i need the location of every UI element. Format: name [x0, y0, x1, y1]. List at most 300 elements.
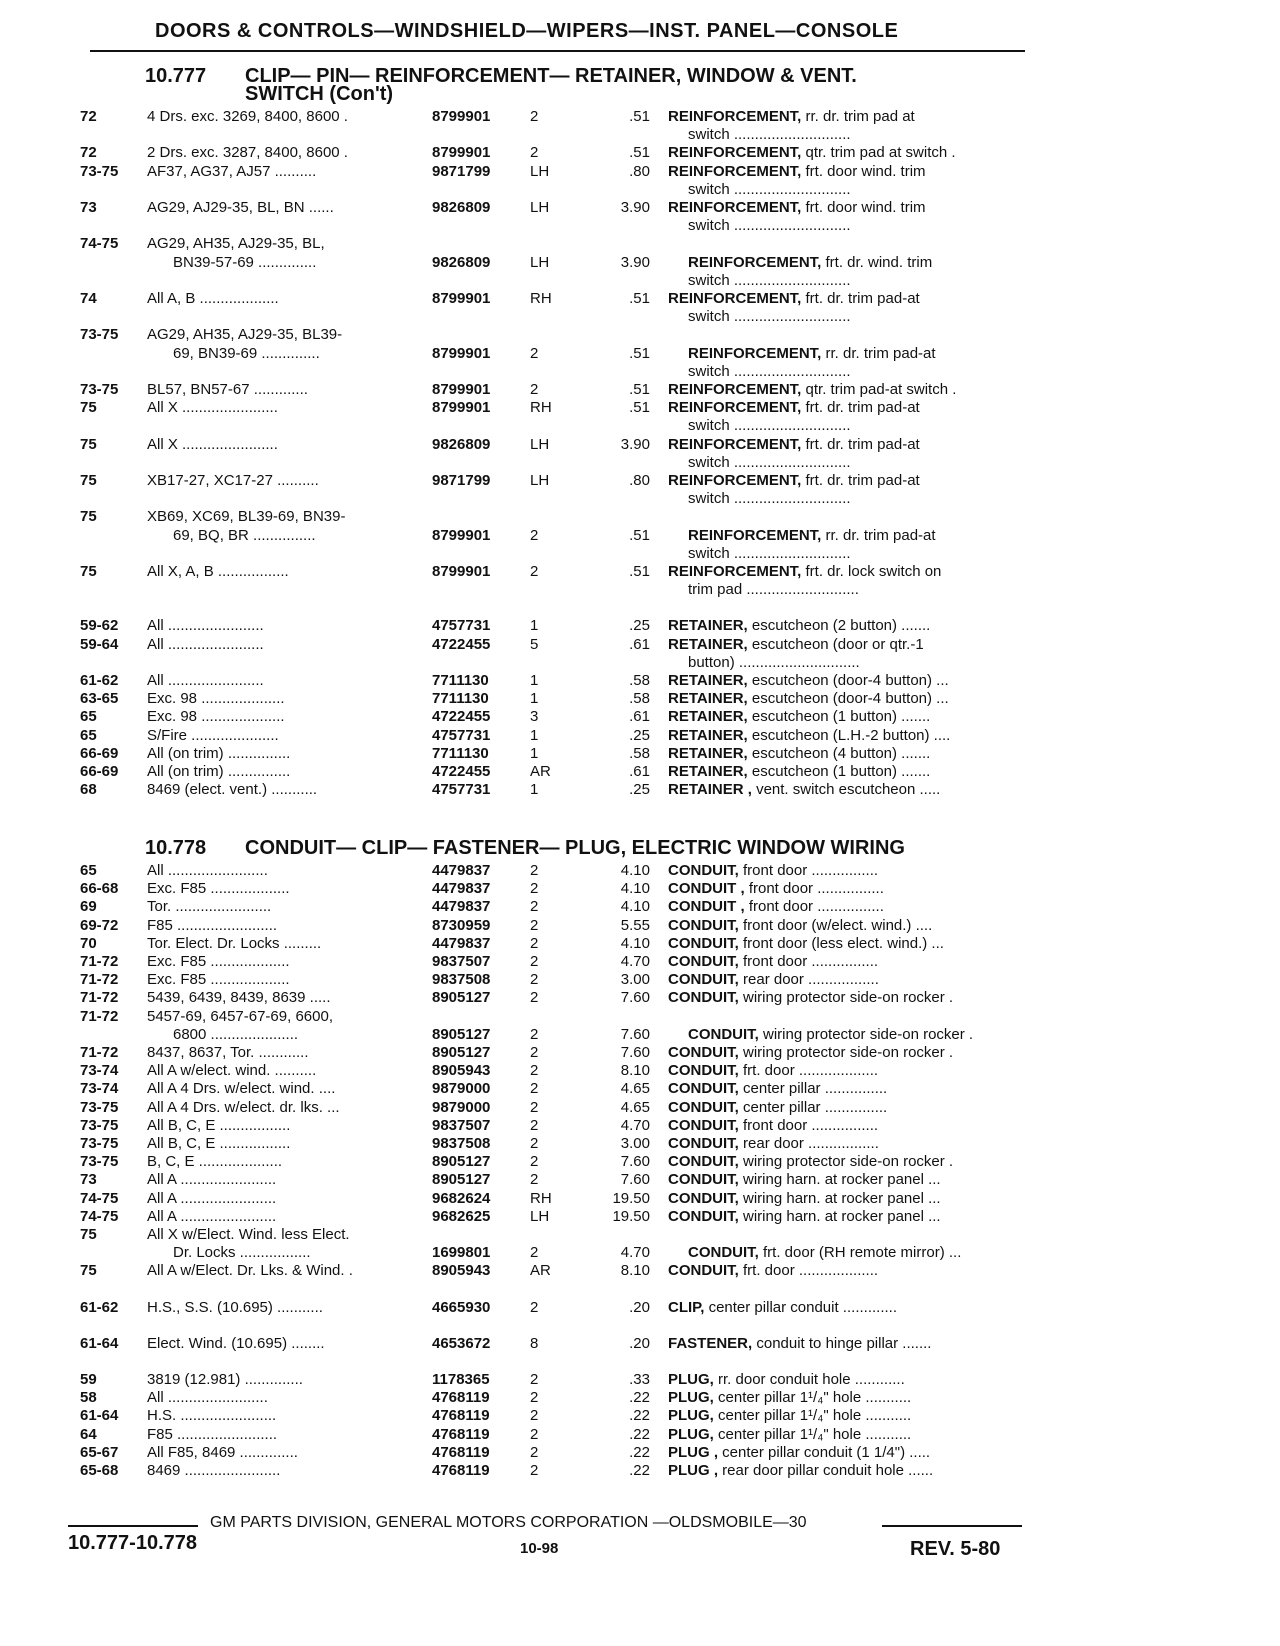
- price: 19.50: [612, 1189, 650, 1207]
- quantity: AR: [530, 763, 551, 780]
- year-range: 59-62: [80, 617, 119, 635]
- description: [668, 781, 1038, 799]
- year-range: 71-72: [80, 953, 119, 970]
- table-row: [0, 1389, 1280, 1407]
- description: [668, 1444, 1038, 1462]
- item-name: FASTENER,: [668, 1334, 753, 1352]
- quantity: 2: [530, 1116, 539, 1134]
- part-number: 8905943: [432, 1062, 491, 1080]
- table-row: [0, 527, 1280, 545]
- table-row: [0, 1099, 1280, 1117]
- item-description: wiring protector side-on rocker .: [738, 1044, 954, 1061]
- application: All X, A, B .................: [147, 563, 289, 580]
- part-number: 4757731: [432, 726, 491, 744]
- price: .58: [629, 672, 650, 689]
- quantity: LH: [530, 472, 550, 489]
- description: [668, 199, 1038, 217]
- description: [668, 1135, 1038, 1153]
- part-number: 8905127: [432, 1171, 491, 1189]
- item-description: rr. dr. trim pad-at: [821, 526, 936, 544]
- price: 3.90: [620, 199, 650, 216]
- description: [668, 1099, 1038, 1117]
- table-row: [0, 1262, 1280, 1280]
- price: .80: [629, 162, 650, 180]
- year-range: 73-74: [80, 1080, 119, 1098]
- quantity: 2: [530, 1371, 539, 1388]
- quantity: LH: [530, 253, 550, 271]
- item-description: escutcheon (door or qtr.-1: [747, 635, 924, 653]
- quantity: 2: [530, 1407, 539, 1425]
- application: All F85, 8469 ..............: [147, 1443, 298, 1461]
- item-name: RETAINER,: [668, 708, 748, 726]
- application: 6800 .....................: [173, 1025, 299, 1043]
- table-row: [0, 1226, 1280, 1244]
- table-row: [0, 1208, 1280, 1226]
- footer-rule-right: [882, 1525, 1022, 1527]
- description: [668, 672, 1038, 690]
- price: 4.10: [620, 898, 650, 916]
- table-row: [0, 745, 1280, 763]
- application: 8469 .......................: [147, 1462, 281, 1479]
- table-row: [0, 563, 1280, 581]
- item-description: wiring harn. at rocker panel ...: [738, 1207, 941, 1225]
- item-name: CONDUIT,: [668, 1098, 739, 1116]
- year-range: 74-75: [80, 1207, 119, 1225]
- year-range: 75: [80, 508, 97, 526]
- item-description: escutcheon (4 button) .......: [747, 744, 931, 762]
- year-range: 61-62: [80, 672, 119, 689]
- quantity: 2: [530, 1025, 539, 1043]
- year-range: 73: [80, 1171, 97, 1189]
- table-row: [0, 862, 1280, 880]
- item-description: wiring protector side-on rocker .: [738, 989, 954, 1007]
- item-name: REINFORCEMENT,: [668, 399, 802, 417]
- year-range: 65: [80, 708, 97, 726]
- description: [668, 144, 1038, 162]
- price: .22: [629, 1443, 650, 1461]
- application: Elect. Wind. (10.695) ........: [147, 1334, 325, 1352]
- item-description: rear door .................: [738, 1135, 879, 1152]
- item-description: rr. dr. trim pad at: [801, 108, 915, 125]
- quantity: LH: [530, 1207, 550, 1225]
- item-description: wiring harn. at rocker panel ...: [738, 1171, 941, 1189]
- year-range: 75: [80, 1262, 97, 1280]
- table-row: [0, 254, 1280, 272]
- description: [688, 345, 1038, 363]
- item-description: front door ................: [744, 880, 884, 898]
- item-name: REINFORCEMENT,: [668, 563, 802, 580]
- application: All A 4 Drs. w/elect. wind. ....: [147, 1080, 336, 1098]
- table-row: [0, 953, 1280, 971]
- table-row: [0, 308, 1280, 326]
- year-range: 65-67: [80, 1443, 119, 1461]
- item-description: center pillar conduit .............: [704, 1298, 897, 1316]
- table-row: [0, 381, 1280, 399]
- price: 7.60: [620, 1044, 650, 1061]
- year-range: 71-72: [80, 971, 119, 989]
- quantity: 2: [530, 381, 539, 398]
- item-description: wiring protector side-on rocker .: [738, 1153, 954, 1171]
- part-number: 7711130: [432, 690, 489, 708]
- item-description: frt. door ...................: [738, 1062, 879, 1080]
- table-row: [0, 1444, 1280, 1462]
- quantity: 2: [530, 862, 539, 879]
- table-row: [0, 1117, 1280, 1135]
- item-description: escutcheon (door-4 button) ...: [747, 672, 949, 689]
- item-name: RETAINER,: [668, 726, 748, 744]
- section-title-cont: SWITCH (Con't): [245, 83, 394, 105]
- year-range: 73-75: [80, 162, 119, 180]
- section-10778-heading: [145, 838, 905, 858]
- application: All A w/elect. wind. ..........: [147, 1062, 317, 1080]
- price: .33: [629, 1371, 650, 1388]
- quantity: 2: [530, 108, 539, 125]
- year-range: 73-75: [80, 1153, 119, 1171]
- application: BL57, BN57-67 .............: [147, 381, 308, 398]
- part-number: 4722455: [432, 708, 491, 726]
- part-number: 9826809: [432, 199, 491, 216]
- item-description: escutcheon (1 button) .......: [747, 763, 931, 780]
- table-row: [0, 581, 1280, 599]
- description: [668, 1407, 1038, 1425]
- item-description: frt. door wind. trim: [801, 199, 926, 216]
- table-row: [0, 436, 1280, 454]
- item-name: CONDUIT,: [668, 1262, 739, 1280]
- part-number: 9837507: [432, 1116, 491, 1134]
- year-range: 73-75: [80, 326, 119, 344]
- item-name: REINFORCEMENT,: [668, 290, 802, 307]
- description: [668, 898, 1038, 916]
- year-range: 74: [80, 290, 97, 307]
- quantity: 2: [530, 1298, 539, 1316]
- table-row: [0, 272, 1280, 290]
- quantity: 5: [530, 635, 539, 653]
- item-description: front door ................: [738, 862, 879, 879]
- year-range: 66-69: [80, 744, 119, 762]
- application: All A .......................: [147, 1207, 277, 1225]
- year-range: 71-72: [80, 1044, 119, 1061]
- year-range: 73-75: [80, 1116, 119, 1134]
- description: [668, 727, 1038, 745]
- table-row: [0, 1080, 1280, 1098]
- description: [668, 1426, 1038, 1444]
- price: 7.60: [620, 989, 650, 1007]
- price: 7.60: [620, 1171, 650, 1189]
- item-description: switch ............................: [688, 453, 851, 471]
- description: [668, 163, 1038, 181]
- price: .22: [629, 1462, 650, 1479]
- item-description: escutcheon (1 button) .......: [747, 708, 931, 726]
- item-name: CONDUIT,: [668, 1062, 739, 1080]
- item-description: front door ................: [738, 953, 879, 970]
- item-description: qtr. trim pad at switch .: [801, 144, 956, 162]
- price: .61: [629, 635, 650, 653]
- item-description: switch ............................: [688, 544, 851, 562]
- year-range: 65-68: [80, 1462, 119, 1479]
- year-range: 61-64: [80, 1334, 119, 1352]
- quantity: 2: [530, 1153, 539, 1171]
- part-number: 4768119: [432, 1389, 490, 1407]
- application: 69, BQ, BR ...............: [173, 526, 316, 544]
- description: [668, 1171, 1038, 1189]
- application: All .......................: [147, 617, 264, 635]
- application: Exc. F85 ...................: [147, 880, 290, 898]
- part-number: 9871799: [432, 472, 491, 489]
- table-row: [0, 654, 1280, 672]
- application: BN39-57-69 ..............: [173, 253, 317, 271]
- description: [688, 308, 1038, 326]
- table-row: [0, 898, 1280, 916]
- part-number: 4768119: [432, 1407, 490, 1425]
- table-row: [0, 1371, 1280, 1389]
- item-description: frt. dr. trim pad-at: [801, 290, 920, 307]
- item-name: REINFORCEMENT,: [668, 199, 802, 216]
- part-number: 8799901: [432, 526, 491, 544]
- description: [668, 708, 1038, 726]
- part-number: 1178365: [432, 1371, 490, 1388]
- quantity: 2: [530, 898, 539, 916]
- part-number: 4768119: [432, 1462, 490, 1479]
- item-name: RETAINER,: [668, 617, 748, 635]
- item-name: CONDUIT,: [668, 953, 739, 970]
- item-description: center pillar ...............: [738, 1098, 888, 1116]
- table-row: [0, 1462, 1280, 1480]
- application: F85 ........................: [147, 1425, 278, 1443]
- description: [688, 126, 1038, 144]
- description: [688, 1026, 1038, 1044]
- quantity: 1: [530, 690, 539, 708]
- table-row: [0, 1244, 1280, 1262]
- description: [668, 1153, 1038, 1171]
- application: All (on trim) ...............: [147, 763, 291, 780]
- part-number: 7711130: [432, 744, 489, 762]
- part-number: 4722455: [432, 763, 491, 780]
- table-row: [0, 235, 1280, 253]
- application: XB69, XC69, BL39-69, BN39-: [147, 508, 346, 526]
- price: 4.10: [620, 880, 650, 898]
- item-name: CONDUIT,: [688, 1025, 759, 1043]
- table-row: [0, 935, 1280, 953]
- item-name: CONDUIT,: [668, 1189, 739, 1207]
- part-number: 8799901: [432, 108, 491, 125]
- application: All ........................: [147, 862, 268, 879]
- application: B, C, E ....................: [147, 1153, 283, 1171]
- part-number: 8799901: [432, 344, 491, 362]
- item-description: trim pad ...........................: [688, 581, 859, 599]
- table-row: [0, 181, 1280, 199]
- table-row: [0, 108, 1280, 126]
- quantity: 2: [530, 1062, 539, 1080]
- part-number: 8905127: [432, 1025, 491, 1043]
- year-range: 72: [80, 144, 97, 162]
- application: Exc. F85 ...................: [147, 971, 290, 989]
- part-number: 4479837: [432, 898, 491, 916]
- item-description: switch ............................: [688, 490, 851, 508]
- section-title: CLIP— PIN— REINFORCEMENT— RETAINER, WINDOW & VENT.: [245, 65, 857, 87]
- item-description: center pillar 1¹/₄" hole ...........: [713, 1425, 912, 1443]
- footer-corporation: GM PARTS DIVISION, GENERAL MOTORS CORPORATION —OLDSMOBILE—30: [210, 1514, 807, 1531]
- part-number: 9826809: [432, 253, 491, 271]
- table-row: [0, 1026, 1280, 1044]
- price: .25: [629, 781, 650, 799]
- price: 4.10: [620, 934, 650, 952]
- description: [688, 181, 1038, 199]
- part-number: 9837508: [432, 971, 491, 989]
- item-description: switch ............................: [688, 126, 851, 144]
- quantity: RH: [530, 1189, 552, 1207]
- quantity: 2: [530, 144, 539, 162]
- table-row: [0, 1335, 1280, 1353]
- price: .51: [629, 563, 650, 580]
- description: [668, 563, 1038, 581]
- quantity: 2: [530, 344, 539, 362]
- year-range: 75: [80, 472, 97, 489]
- part-number: 4757731: [432, 781, 491, 799]
- part-number: 4479837: [432, 934, 491, 952]
- price: 3.00: [620, 971, 650, 989]
- price: .58: [629, 690, 650, 708]
- table-row: [0, 144, 1280, 162]
- year-range: 66-69: [80, 763, 119, 780]
- description: [668, 1190, 1038, 1208]
- application: H.S. .......................: [147, 1407, 277, 1425]
- price: 7.60: [620, 1025, 650, 1043]
- part-number: 9837508: [432, 1135, 491, 1152]
- item-name: CONDUIT,: [668, 1044, 739, 1061]
- application: AG29, AJ29-35, BL, BN ......: [147, 199, 334, 216]
- description: [668, 880, 1038, 898]
- table-row: [0, 545, 1280, 563]
- item-description: rr. dr. trim pad-at: [821, 344, 936, 362]
- part-number: 9682624: [432, 1189, 491, 1207]
- table-row: [0, 508, 1280, 526]
- application: 4 Drs. exc. 3269, 8400, 8600 .: [147, 108, 348, 125]
- description: [688, 1244, 1038, 1262]
- item-description: wiring protector side-on rocker .: [758, 1025, 974, 1043]
- description: [668, 745, 1038, 763]
- table-row: [0, 989, 1280, 1007]
- application: Exc. F85 ...................: [147, 953, 290, 970]
- description: [688, 217, 1038, 235]
- price: .22: [629, 1407, 650, 1425]
- year-range: 59-64: [80, 635, 119, 653]
- item-name: CONDUIT,: [668, 934, 739, 952]
- application: All B, C, E .................: [147, 1135, 291, 1152]
- price: .25: [629, 726, 650, 744]
- item-description: rear door .................: [738, 971, 879, 989]
- year-range: 75: [80, 399, 97, 417]
- item-name: REINFORCEMENT,: [668, 472, 802, 489]
- price: 8.10: [620, 1262, 650, 1280]
- table-row: [0, 1426, 1280, 1444]
- description: [668, 1080, 1038, 1098]
- quantity: 2: [530, 1244, 539, 1262]
- application: All ........................: [147, 1389, 268, 1407]
- section-10777-heading-cont: [245, 84, 393, 104]
- item-name: REINFORCEMENT,: [668, 144, 802, 162]
- application: All .......................: [147, 635, 264, 653]
- description: [668, 971, 1038, 989]
- price: 19.50: [612, 1207, 650, 1225]
- year-range: 69-72: [80, 916, 119, 934]
- quantity: 2: [530, 916, 539, 934]
- price: 4.70: [620, 1116, 650, 1134]
- quantity: LH: [530, 199, 550, 216]
- description: [668, 1389, 1038, 1407]
- footer-section-range: 10.777-10.778: [68, 1532, 198, 1554]
- table-row: [0, 917, 1280, 935]
- application: Tor. Elect. Dr. Locks .........: [147, 934, 322, 952]
- year-range: 75: [80, 563, 97, 580]
- price: .61: [629, 708, 650, 726]
- item-name: PLUG,: [668, 1407, 714, 1425]
- item-description: frt. dr. lock switch on: [801, 563, 942, 580]
- quantity: 1: [530, 672, 539, 689]
- item-description: button) .............................: [688, 653, 860, 671]
- quantity: 2: [530, 880, 539, 898]
- application: 3819 (12.981) ..............: [147, 1371, 303, 1388]
- part-number: 4665930: [432, 1298, 491, 1316]
- price: .61: [629, 763, 650, 780]
- item-description: frt. door (RH remote mirror) ...: [758, 1244, 962, 1262]
- item-name: PLUG ,: [668, 1462, 719, 1479]
- item-name: RETAINER,: [668, 690, 748, 708]
- price: 3.00: [620, 1135, 650, 1152]
- table-row: [0, 399, 1280, 417]
- quantity: 2: [530, 989, 539, 1007]
- description: [688, 527, 1038, 545]
- quantity: 2: [530, 1443, 539, 1461]
- price: .20: [629, 1298, 650, 1316]
- item-description: escutcheon (2 button) .......: [747, 617, 931, 635]
- description: [668, 381, 1038, 399]
- price: 4.70: [620, 1244, 650, 1262]
- table-row: [0, 217, 1280, 235]
- table-row: [0, 1153, 1280, 1171]
- item-name: RETAINER ,: [668, 781, 752, 799]
- year-range: 71-72: [80, 989, 119, 1007]
- description: [668, 108, 1038, 126]
- price: .80: [629, 472, 650, 489]
- price: 4.65: [620, 1080, 650, 1098]
- quantity: 2: [530, 1425, 539, 1443]
- part-number: 4479837: [432, 862, 491, 879]
- item-description: escutcheon (door-4 button) ...: [747, 690, 949, 708]
- part-number: 8799901: [432, 399, 491, 417]
- price: .51: [629, 144, 650, 162]
- item-description: switch ............................: [688, 217, 851, 235]
- item-description: frt. dr. trim pad-at: [801, 399, 920, 417]
- year-range: 64: [80, 1425, 97, 1443]
- item-name: REINFORCEMENT,: [688, 344, 822, 362]
- application: XB17-27, XC17-27 ..........: [147, 472, 319, 489]
- part-number: 8799901: [432, 144, 491, 162]
- price: 3.90: [620, 435, 650, 453]
- quantity: 2: [530, 1135, 539, 1152]
- item-description: center pillar ...............: [738, 1080, 888, 1098]
- item-description: frt. dr. wind. trim: [821, 253, 933, 271]
- part-number: 4479837: [432, 880, 491, 898]
- year-range: 73-74: [80, 1062, 119, 1080]
- year-range: 61-62: [80, 1298, 119, 1316]
- section-number: 10.778: [145, 837, 207, 859]
- year-range: 75: [80, 1226, 97, 1243]
- application: All A .......................: [147, 1189, 277, 1207]
- quantity: 1: [530, 726, 539, 744]
- table-row: [0, 363, 1280, 381]
- item-name: PLUG ,: [668, 1443, 719, 1461]
- year-range: 73-75: [80, 1098, 119, 1116]
